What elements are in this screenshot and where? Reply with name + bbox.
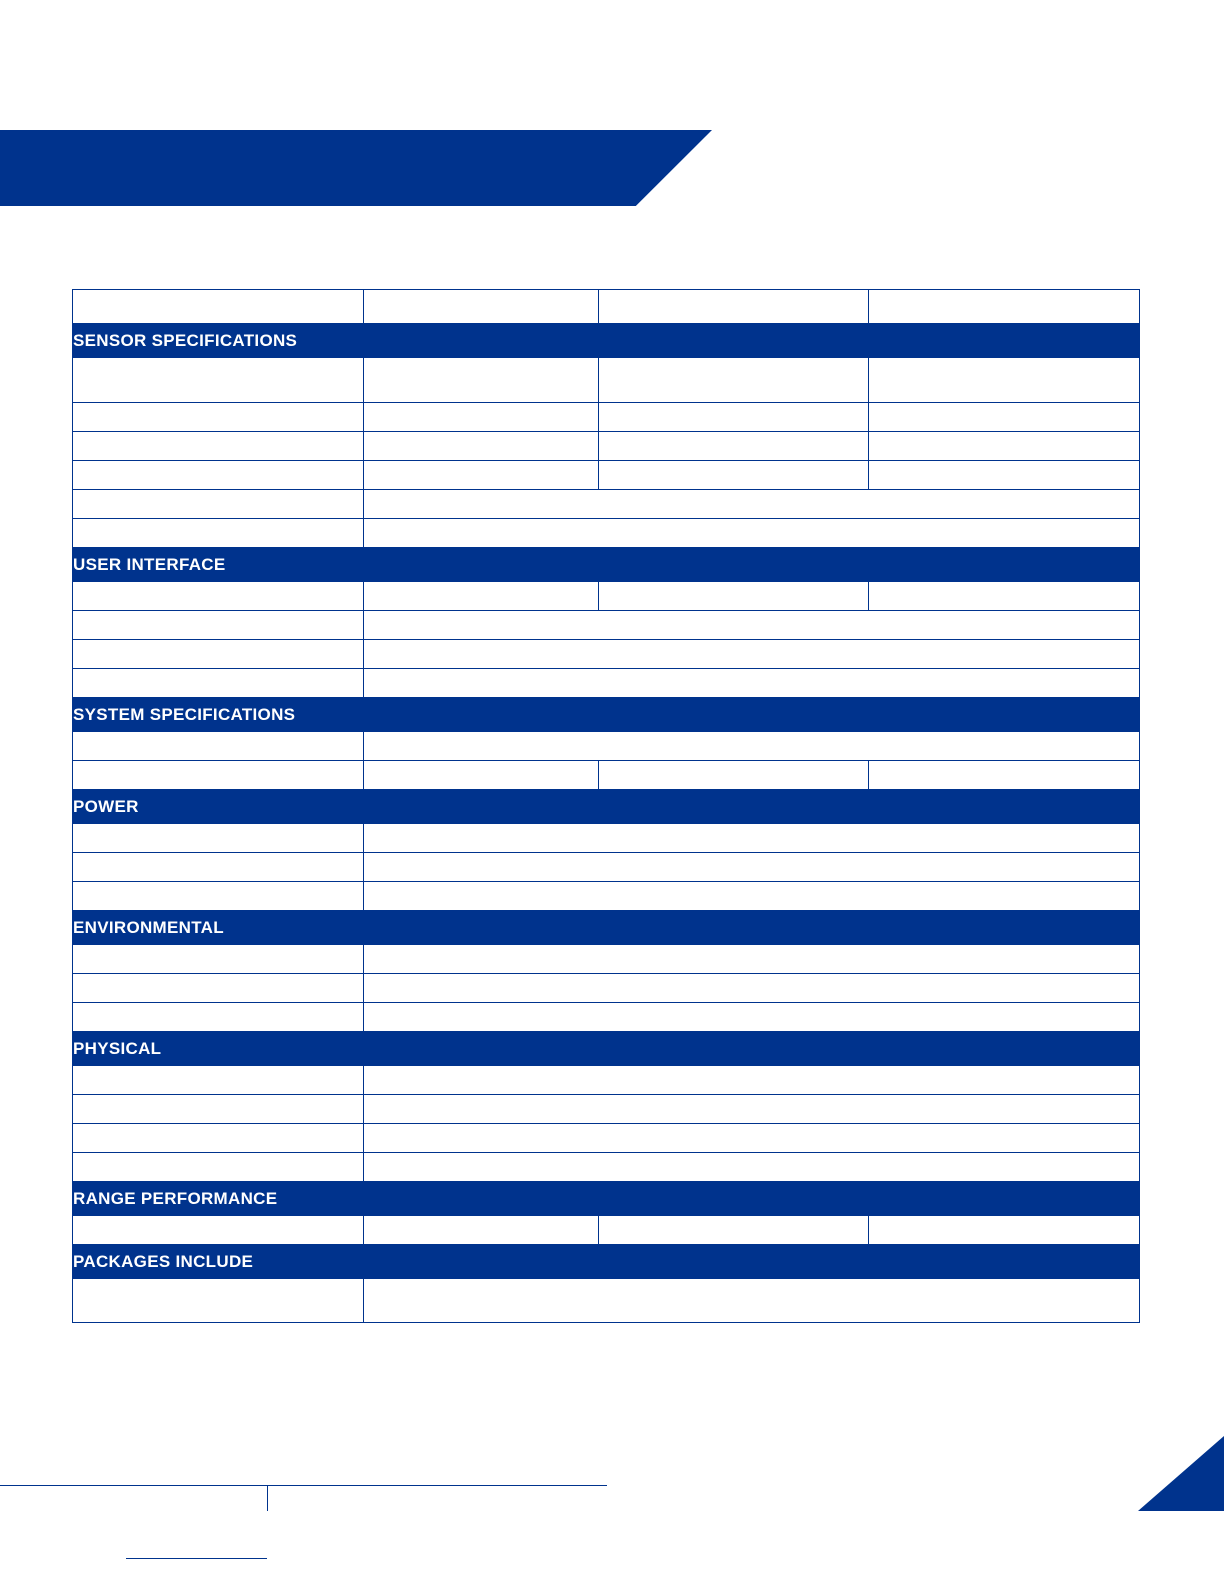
table-row xyxy=(73,1003,1140,1032)
section-title: SENSOR SPECIFICATIONS xyxy=(73,324,1140,358)
table-row xyxy=(73,640,1140,669)
table-row xyxy=(73,403,1140,432)
section-range-performance xyxy=(73,1182,1140,1216)
section-title: RANGE PERFORMANCE xyxy=(73,1182,1140,1216)
footer-link-underline[interactable] xyxy=(126,1558,267,1559)
table-row xyxy=(73,974,1140,1003)
section-title: PHYSICAL xyxy=(73,1032,1140,1066)
table-row xyxy=(73,853,1140,882)
table-row xyxy=(73,945,1140,974)
table-row xyxy=(73,669,1140,698)
table-row xyxy=(73,519,1140,548)
section-title: USER INTERFACE xyxy=(73,548,1140,582)
table-row xyxy=(73,1279,1140,1323)
table-row xyxy=(73,1095,1140,1124)
table-row xyxy=(73,761,1140,790)
table-row xyxy=(73,432,1140,461)
section-environmental xyxy=(73,911,1140,945)
table-row xyxy=(73,1124,1140,1153)
header-banner xyxy=(0,130,712,206)
table-row xyxy=(73,461,1140,490)
section-title: SYSTEM SPECIFICATIONS xyxy=(73,698,1140,732)
footer-separator xyxy=(267,1485,268,1511)
table-row xyxy=(73,732,1140,761)
table-row xyxy=(73,882,1140,911)
table-row xyxy=(73,582,1140,611)
table-row xyxy=(73,358,1140,403)
section-user-interface xyxy=(73,548,1140,582)
table-row xyxy=(73,611,1140,640)
section-power xyxy=(73,790,1140,824)
section-packages-include xyxy=(73,1245,1140,1279)
table-row xyxy=(73,1216,1140,1245)
section-title: POWER xyxy=(73,790,1140,824)
section-title: PACKAGES INCLUDE xyxy=(73,1245,1140,1279)
corner-accent xyxy=(1138,1436,1224,1511)
table-header-row xyxy=(73,290,1140,324)
table-row xyxy=(73,490,1140,519)
section-title: ENVIRONMENTAL xyxy=(73,911,1140,945)
section-system-specifications xyxy=(73,698,1140,732)
table-row xyxy=(73,824,1140,853)
section-sensor-specifications xyxy=(73,324,1140,358)
section-physical xyxy=(73,1032,1140,1066)
spec-table xyxy=(72,289,1140,1323)
table-row xyxy=(73,1066,1140,1095)
table-row xyxy=(73,1153,1140,1182)
footer-divider xyxy=(0,1485,607,1486)
